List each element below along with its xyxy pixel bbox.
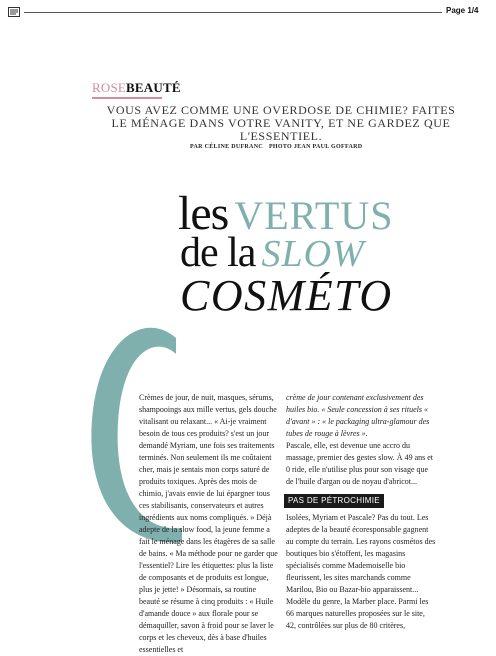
page-indicator: Page 1/4 <box>446 6 479 15</box>
body-paragraph: Pascale, elle, est devenue une accro du massage, premier des gestes slow. À 49 ans et 0 ride, elle n'utilise plus pour son visage que de l'huile d'argan ou de noyau d'abricot... <box>286 441 433 486</box>
byline-author: PAR CÉLINE DUFRANC <box>190 144 263 150</box>
body-paragraph: Isolées, Myriam et Pascale? Pas du tout. Les adeptes de la beauté écoresponsable gagnent au compte du terrain. Les rayons cosmétos des boutiques bio s'étoffent, les magasins spécialisés comme Mademoiselle bio fleurissent, les sites marchands comme Marilou, Bio ou Bazar-bio apparaissent... Modèle du genre, la Marber place. Parmi les 66 marques naturelles proposées sur le site, 42, contrôlées sur plus de 80 critères, <box>286 513 436 630</box>
body-paragraph: Crèmes de jour, de nuit, masques, sérums, shampooings aux mille vertus, gels douche vitalisant ou relaxant... « Ai-je vraiment besoin de tous ces produits? s'est un jour demandé Myriam, une fois ses traitements terminés. Non seulement ils me coûtaient cher, mais je sentais mon corps saturé de produits toxiques. Après des mois de chimio, j'avais envie de lui épargner tous ces stabilisants, conservateurs et autres ingrédients aux noms compliqués. » Déjà adepte de la slow food, la jeune femme a fait le ménage dans les étagères de sa salle de bains. « Ma méthode pour ne garder que l'essentiel? Lire les étiquettes: plus la liste de composants et de produits est longue, plus je jette! » Désormais, sa routine beauté se résume à cinq produits : « Huile d'amande douce » aux florale pour se démaquiller, savon à froid pour se laver le corps et les cheveux, dès à base d'huiles essentielles et <box>139 393 278 654</box>
deck-line-2: LE MÉNAGE DANS VOTRE VANITY, ET NE GARDEZ QUE L'ESSENTIEL. <box>111 116 451 143</box>
headline-line-2 <box>180 232 365 274</box>
section-prefix: ROSE <box>92 80 127 95</box>
body-column-right <box>286 392 436 632</box>
headline-word-les: les <box>178 187 229 240</box>
body-paragraph: crème de jour contenant exclusivement des huiles bio. « Seule concession à ses rituels « d'avant » : « le packaging ultra-glamour des tubes de rouge à lèvres ». <box>286 393 430 438</box>
headline-word-dela: de la <box>180 230 256 276</box>
headline-word-cosmeto: COSMÉTO <box>180 271 393 320</box>
section-subheading: PAS DE PÉTROCHIMIE <box>284 494 384 508</box>
section-name: BEAUTÉ <box>126 80 181 95</box>
body-column-left <box>139 392 278 656</box>
deck-line-1: VOUS AVEZ COMME UNE OVERDOSE DE CHIMIE? FAITES <box>106 103 456 117</box>
headline-word-slow: SLOW <box>261 233 365 275</box>
byline-photo: PHOTO JEAN PAUL GOFFARD <box>268 144 363 150</box>
headline-word-vertus: VERTUS <box>234 193 394 238</box>
